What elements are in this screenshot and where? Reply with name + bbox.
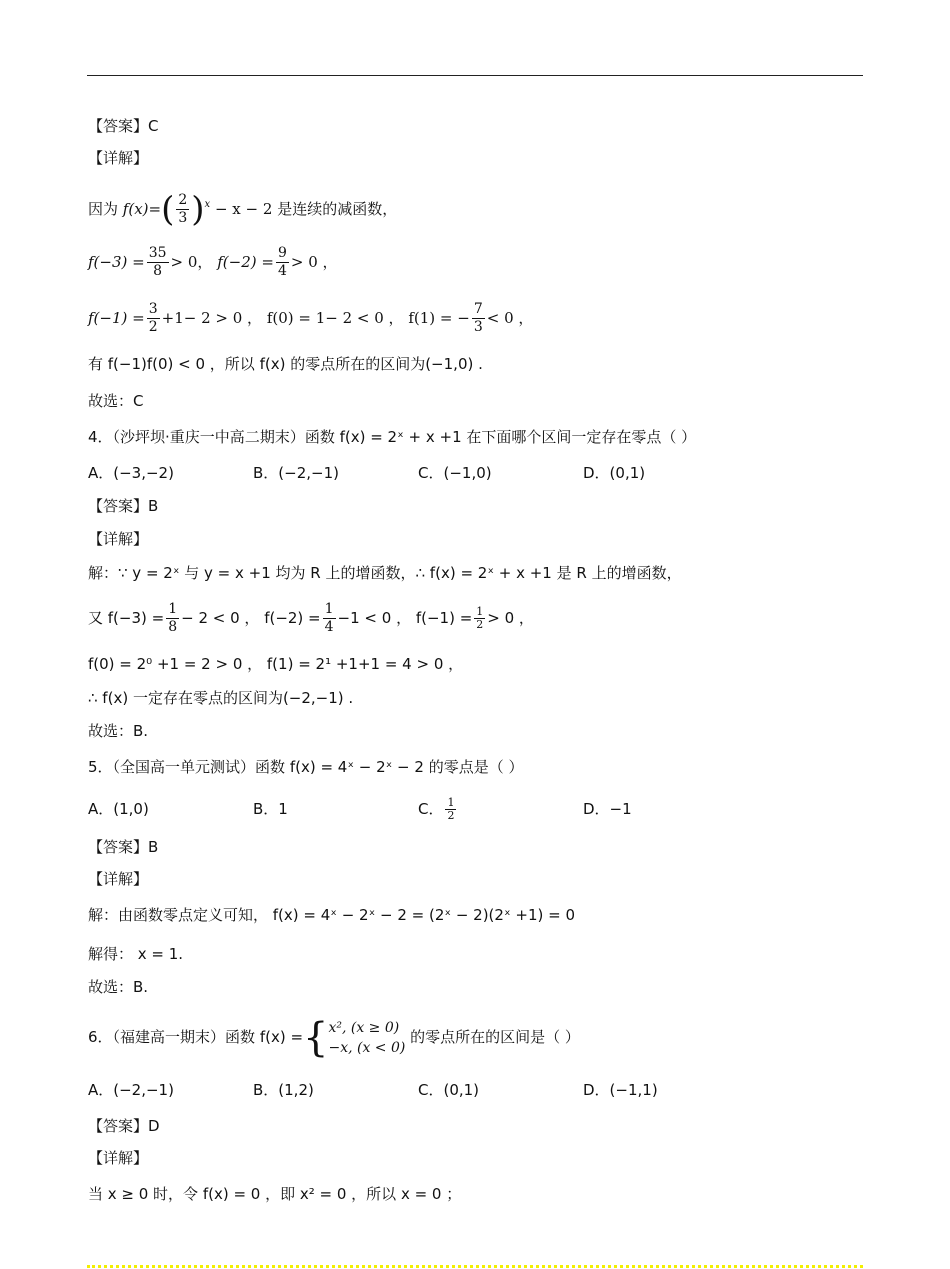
fraction: $\frac{1}{2}$ [476, 605, 484, 631]
solution-line: 有 f(−1)f(0) < 0 ，所以 f(x) 的零点所在的区间为(−1,0) . [88, 355, 483, 373]
answer-label: 【答案】C [88, 117, 159, 135]
fraction: $\frac{1}{8}$ [168, 601, 178, 635]
solution-line [88, 296, 533, 340]
fraction: $\frac{7}{3}$ [473, 301, 483, 335]
fraction: $\frac{1}{4}$ [324, 601, 334, 635]
option-c [418, 790, 458, 828]
solution-line: 因为 f(x)=( $\frac{2}{3}$ )$^x$ − x − 2 是连续的减函数， [88, 189, 398, 230]
math: f(x)= [122, 200, 162, 218]
math: f(−2) = [217, 253, 274, 271]
solution-line: ∴ f(x) 一定存在零点的区间为(−2,−1) . [88, 689, 354, 707]
answer-label: 【答案】B [88, 497, 159, 515]
math: > 0 ， [290, 253, 338, 271]
option-a: A．(1,0) [88, 800, 149, 818]
question-text: 6．（福建高一期末）函数 f(x) = [88, 1028, 304, 1046]
question-6: 6．（福建高一期末）函数 f(x) ={ x², (x ≥ 0) −x, (x < 0) 的零点所在的区间是（ ） [88, 1014, 580, 1061]
math: − x − 2 [214, 200, 273, 218]
option-d: D．(−1,1) [583, 1081, 658, 1099]
text: 因为 [88, 200, 119, 218]
solution-line: 解得： x = 1. [88, 945, 184, 963]
answer-label: 【答案】B [88, 838, 159, 856]
detail-label: 【详解】 [88, 530, 149, 548]
math: f(−3) = [88, 253, 145, 271]
option-b: B．(1,2) [253, 1081, 314, 1099]
solution-line: 解：由函数零点定义可知， f(x) = 4ˣ − 2ˣ − 2 = (2ˣ − 2)(2ˣ +1) = 0 [88, 906, 575, 924]
header-rule [87, 75, 863, 76]
conclusion: 故选：B. [88, 978, 149, 996]
fraction: $\frac{35}{8}$ [148, 245, 167, 279]
math: < 0 ， [486, 309, 534, 327]
piecewise-cases: x², (x ≥ 0) −x, (x < 0) [328, 1019, 406, 1056]
detail-label: 【详解】 [88, 149, 149, 167]
fraction: $\frac{3}{2}$ [148, 301, 158, 335]
solution-line [88, 596, 534, 640]
math: 又 f(−3) = [88, 609, 165, 627]
text: 是连续的减函数， [277, 200, 398, 218]
fraction: $\frac{1}{2}$ [447, 796, 455, 822]
option-label: C． [418, 800, 444, 818]
option-c: C．(−1,0) [418, 464, 492, 482]
question-text: 的零点所在的区间是（ ） [410, 1028, 580, 1046]
option-b: B．1 [253, 800, 288, 818]
question-5: 5．（全国高一单元测试）函数 f(x) = 4ˣ − 2ˣ − 2 的零点是（ ） [88, 758, 524, 776]
detail-label: 【详解】 [88, 1149, 149, 1167]
option-d: D．(0,1) [583, 464, 646, 482]
fraction: $\frac{9}{4}$ [277, 245, 287, 279]
solution-line [88, 240, 338, 284]
math: − 2 < 0 ， f(−2) = [181, 609, 321, 627]
question-4: 4．（沙坪坝·重庆一中高二期末）函数 f(x) = 2ˣ + x +1 在下面哪个区间一定存在零点（ ） [88, 428, 697, 446]
option-d: D．−1 [583, 800, 632, 818]
math: −1 < 0 ， f(−1) = [337, 609, 473, 627]
detail-label: 【详解】 [88, 870, 149, 888]
solution-line: 当 x ≥ 0 时，令 f(x) = 0 ，即 x² = 0 ，所以 x = 0 ； [88, 1185, 462, 1203]
option-c: C．(0,1) [418, 1081, 480, 1099]
answer-label: 【答案】D [88, 1117, 160, 1135]
solution-line: f(0) = 2⁰ +1 = 2 > 0 ， f(1) = 2¹ +1+1 = 4 > 0 ， [88, 655, 464, 673]
option-b: B．(−2,−1) [253, 464, 339, 482]
conclusion: 故选：C [88, 392, 144, 410]
math: f(−1) = [88, 309, 145, 327]
option-a: A．(−2,−1) [88, 1081, 174, 1099]
math: +1− 2 > 0 ， f(0) = 1− 2 < 0 ， f(1) = − [161, 309, 470, 327]
footer-rule [87, 1265, 863, 1268]
option-a: A．(−3,−2) [88, 464, 174, 482]
math: > 0， [170, 253, 213, 271]
fraction: $\frac{2}{3}$ [178, 192, 188, 226]
solution-line: 解：∵ y = 2ˣ 与 y = x +1 均为 R 上的增函数，∴ f(x) = 2ˣ + x +1 是 R 上的增函数， [88, 564, 682, 582]
math: > 0 ， [487, 609, 534, 627]
conclusion: 故选：B. [88, 722, 149, 740]
